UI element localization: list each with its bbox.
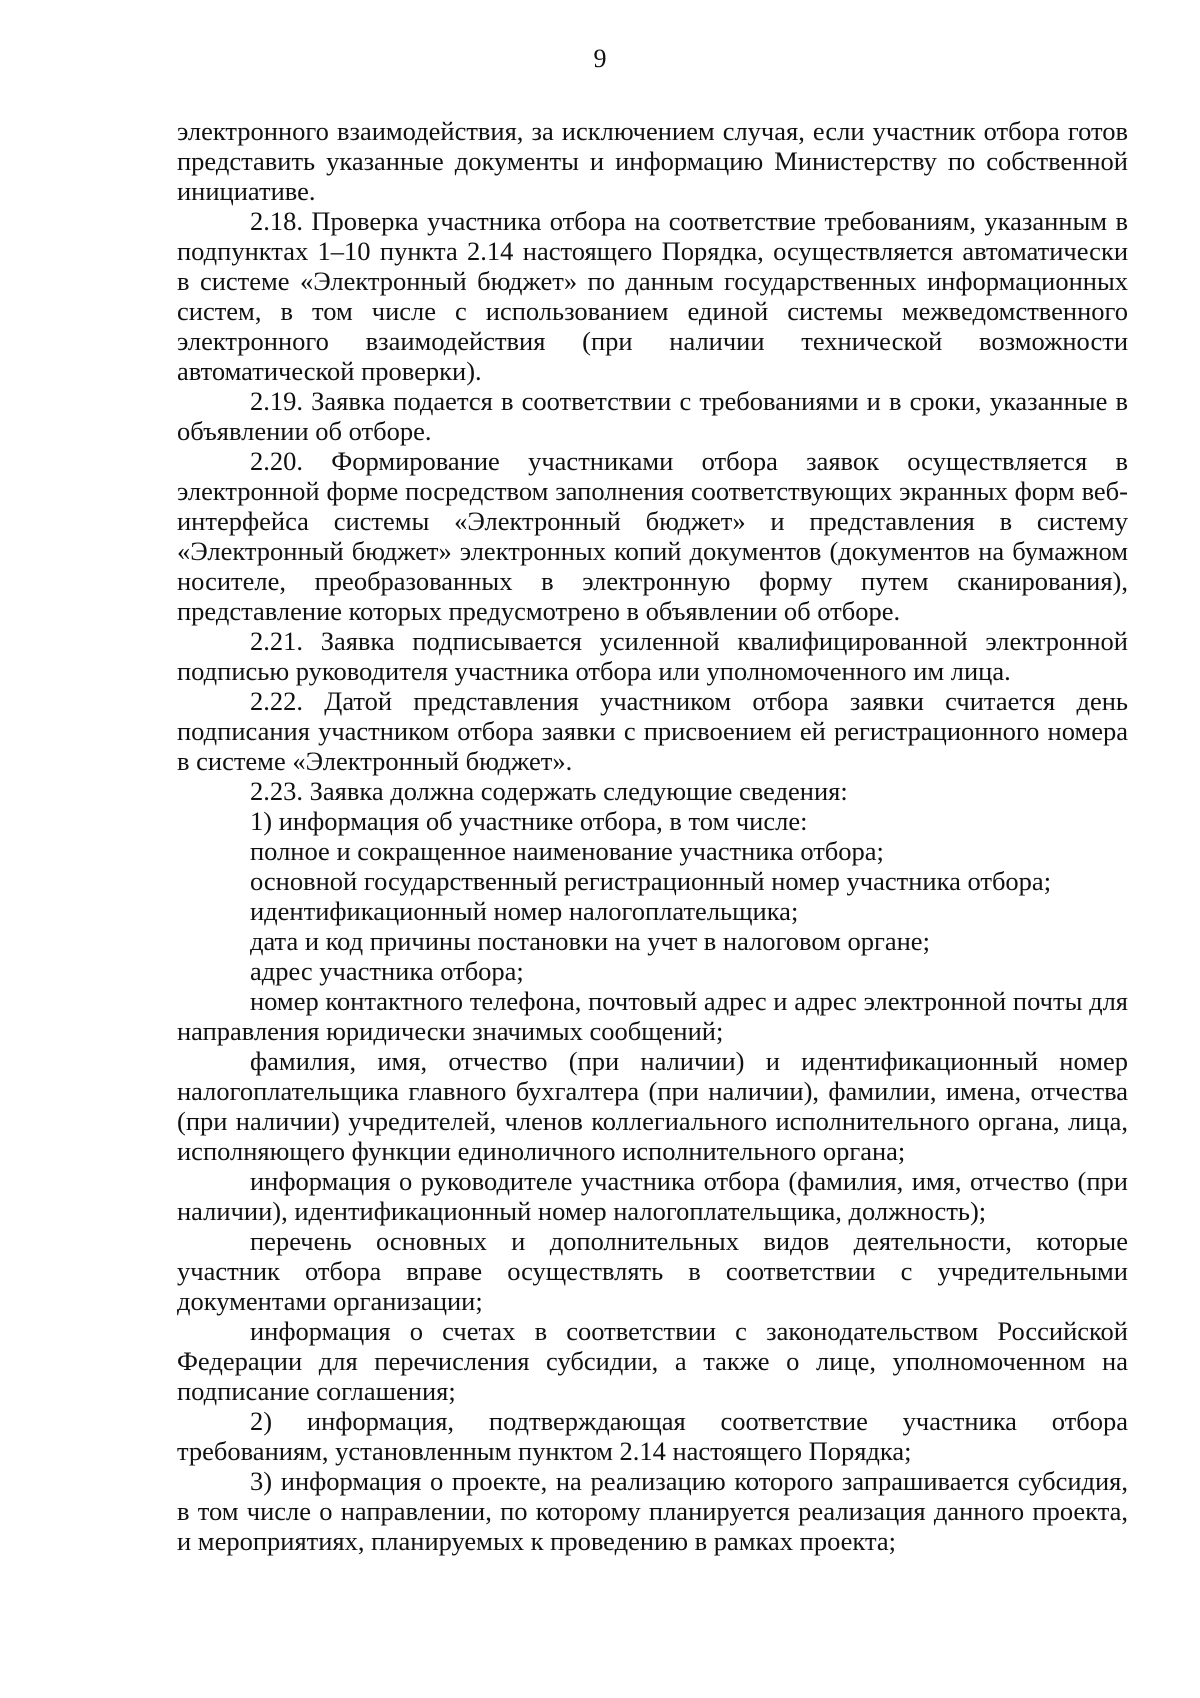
paragraph: электронного взаимодействия, за исключением случая, если участник отбора готов представить указанные документы и информацию Министерству по собственной инициативе. — [177, 116, 1128, 206]
paragraph-2-18: 2.18. Проверка участника отбора на соответствие требованиям, указанным в подпунктах 1–10 пункта 2.14 настоящего Порядка, осуществляется автоматически в системе «Электронный бюджет» по данным государственных информационных систем, в том числе с использованием единой системы межведомственного электронного взаимодействия (при наличии технической возможности автоматической проверки). — [177, 206, 1128, 386]
list-item: информация о руководителе участника отбора (фамилия, имя, отчество (при наличии), идентификационный номер налогоплательщика, должность); — [177, 1166, 1128, 1226]
paragraph-2-21: 2.21. Заявка подписывается усиленной квалифицированной электронной подписью руководителя участника отбора или уполномоченного им лица. — [177, 626, 1128, 686]
list-item: адрес участника отбора; — [250, 956, 524, 986]
paragraph-2-23: 2.23. Заявка должна содержать следующие сведения: — [250, 776, 848, 806]
list-item: идентификационный номер налогоплательщика; — [250, 896, 799, 926]
list-item: основной государственный регистрационный номер участника отбора; — [250, 866, 1052, 896]
list-item: 2) информация, подтверждающая соответствие участника отбора требованиям, установленным пунктом 2.14 настоящего Порядка; — [177, 1406, 1128, 1466]
list-item: перечень основных и дополнительных видов деятельности, которые участник отбора вправе осуществлять в соответствии с учредительными документами организации; — [177, 1226, 1128, 1316]
list-item: номер контактного телефона, почтовый адрес и адрес электронной почты для направления юридически значимых сообщений; — [177, 986, 1128, 1046]
list-item: информация о счетах в соответствии с законодательством Российской Федерации для перечисления субсидии, а также о лице, уполномоченном на подписание соглашения; — [177, 1316, 1128, 1406]
paragraph-2-22: 2.22. Датой представления участником отбора заявки считается день подписания участником отбора заявки с присвоением ей регистрационного номера в системе «Электронный бюджет». — [177, 686, 1128, 776]
paragraph-2-19: 2.19. Заявка подается в соответствии с требованиями и в сроки, указанные в объявлении об отборе. — [177, 386, 1128, 446]
list-item: полное и сокращенное наименование участника отбора; — [250, 836, 884, 866]
list-item: 1) информация об участнике отбора, в том числе: — [250, 806, 808, 836]
document-body — [177, 116, 1128, 1556]
list-item: фамилия, имя, отчество (при наличии) и идентификационный номер налогоплательщика главного бухгалтера (при наличии), фамилии, имена, отчества (при наличии) учредителей, членов коллегиального исполнительного органа, лица, исполняющего функции единоличного исполнительного органа; — [177, 1046, 1128, 1166]
list-item: дата и код причины постановки на учет в налоговом органе; — [250, 926, 930, 956]
paragraph-2-20: 2.20. Формирование участниками отбора заявок осуществляется в электронной форме посредством заполнения соответствующих экранных форм веб-интерфейса системы «Электронный бюджет» и представления в систему «Электронный бюджет» электронных копий документов (документов на бумажном носителе, преобразованных в электронную форму путем сканирования), представление которых предусмотрено в объявлении об отборе. — [177, 446, 1128, 626]
page-number: 9 — [593, 44, 607, 73]
list-item: 3) информация о проекте, на реализацию которого запрашивается субсидия, в том числе о направлении, по которому планируется реализация данного проекта, и мероприятиях, планируемых к проведению в рамках проекта; — [177, 1466, 1128, 1556]
